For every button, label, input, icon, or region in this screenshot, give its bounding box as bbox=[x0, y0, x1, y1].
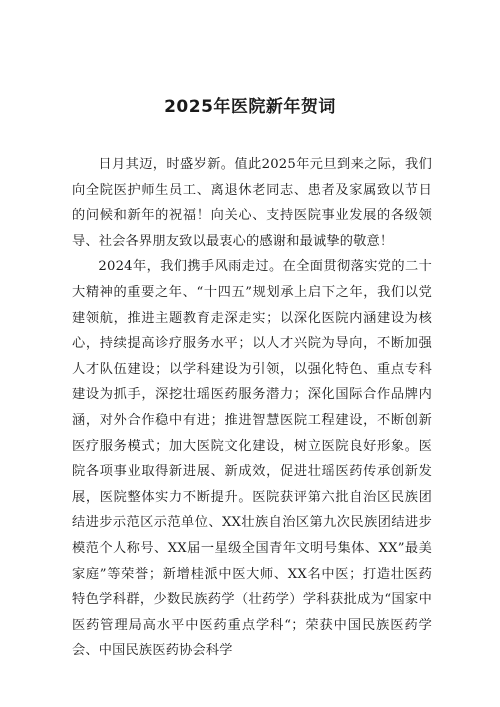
paragraph-review-2024: 2024年，我们携手风雨走过。在全面贯彻落实党的二十大精神的重要之年、“十四五”规划承上启下之年，我们以党建领航，推进主题教育走深走实；以深化医院内涵建设为核心，持续提高诊疗服务水平；以人才兴院为导向，不断加强人才队伍建设；以学科建设为引领，以强化特色、重点专科建设为抓手，深挖壮瑶医药服务潜力；深化国际合作品牌内涵，对外合作稳中有进；推进智慧医院工程建设，不断创新医疗服务模式；加大医院文化建设，树立医院良好形象。医院各项事业取得新进展、新成效，促进壮瑶医药传承创新发展，医院整体实力不断提升。医院获评第六批自治区民族团结进步示范区示范单位、XX壮族自治区第九次民族团结进步模范个人称号、XX届一星级全国青年文明号集体、XX”最美家庭”等荣誉；新增桂派中医大师、XX名中医；打造壮医药特色学科群，少数民族药学（壮药学）学科获批成为“国家中医药管理局高水平中医药重点学科“；荣获中国民族医药学会、中国民族医药协会科学 bbox=[72, 259, 432, 659]
paragraph-greeting: 日月其迈，时盛岁新。值此2025年元旦到来之际，我们向全院医护师生员工、离退休老同志、患者及家属致以节日的问候和新年的祝福！向关心、支持医院事业发展的各级领导、社会各界朋友致以最衷心的感谢和最诚挚的敬意！ bbox=[72, 157, 432, 249]
document-body bbox=[72, 152, 432, 664]
document-title: 2025年医院新年贺词 bbox=[164, 97, 336, 117]
